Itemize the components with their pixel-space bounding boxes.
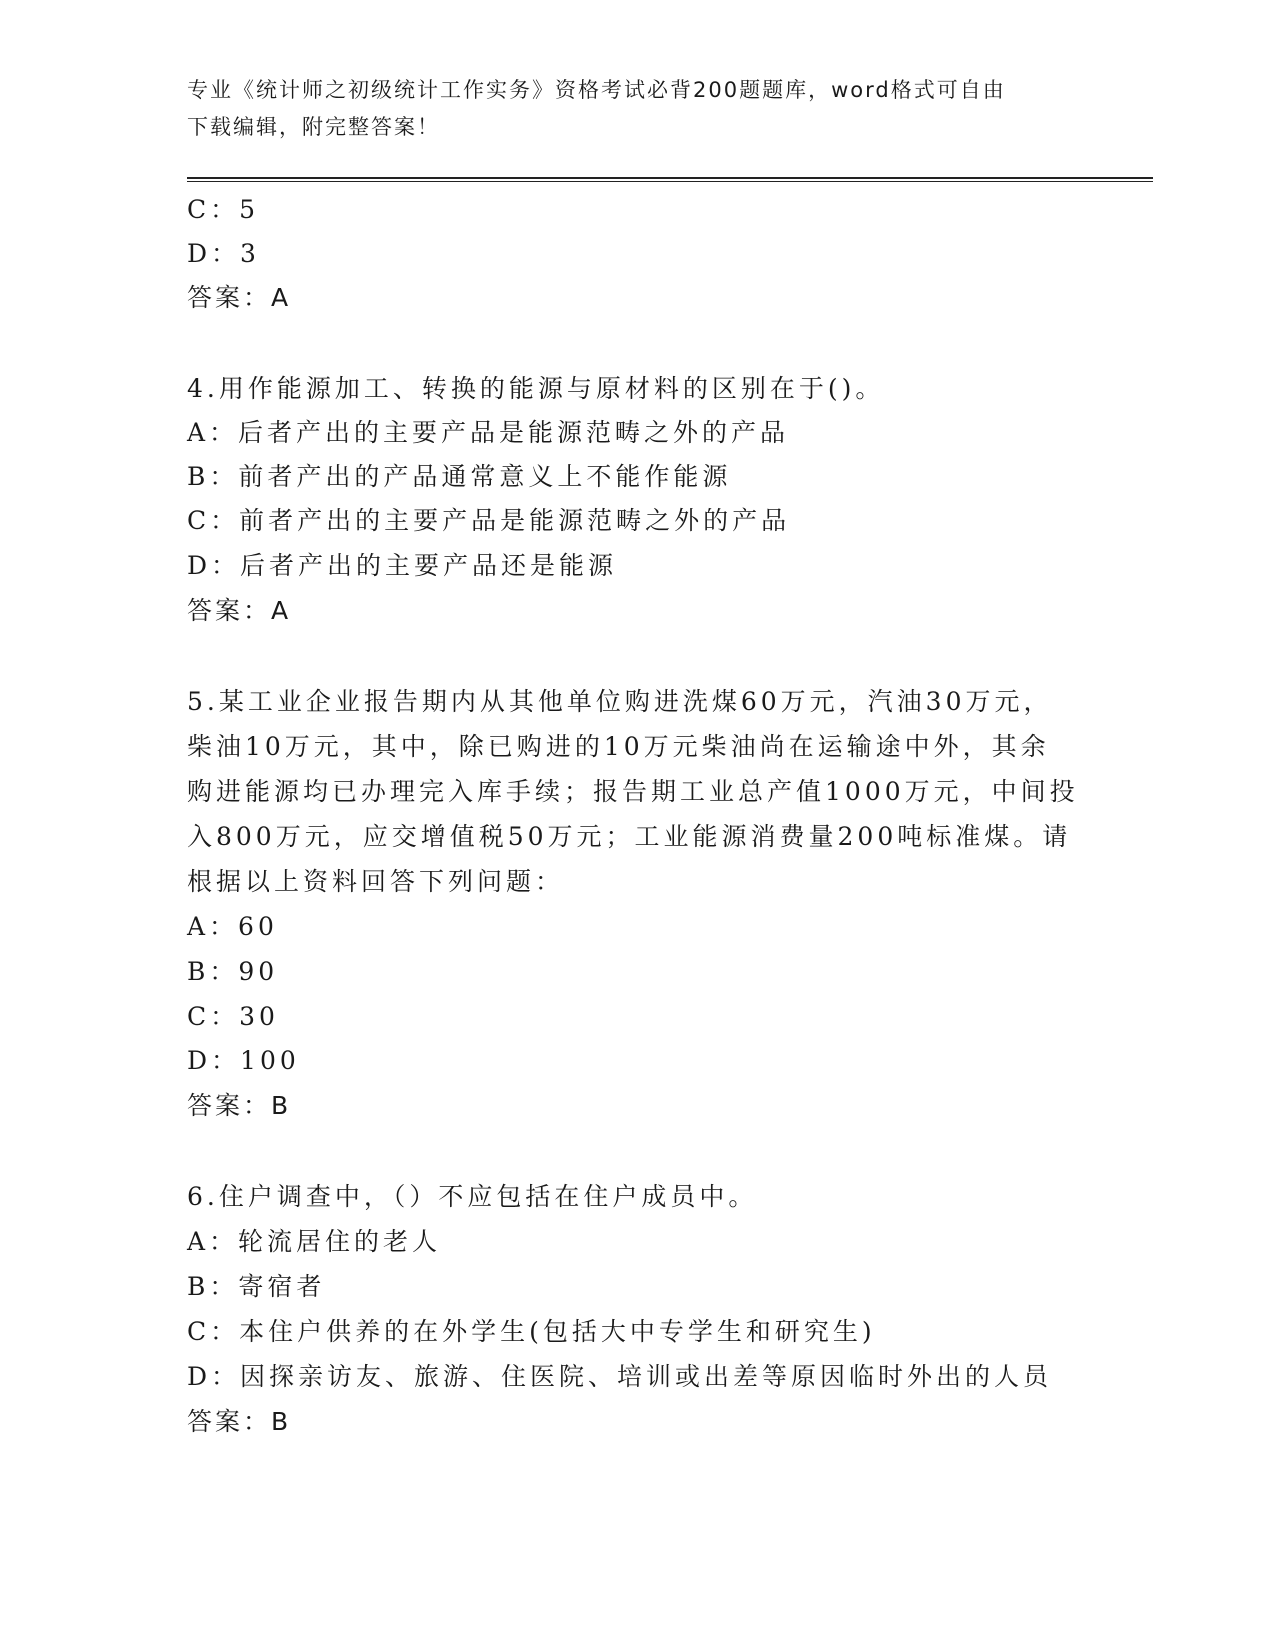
option-c: C：5 bbox=[187, 195, 260, 224]
document-header bbox=[187, 72, 1087, 146]
question-5: 5.某工业企业报告期内从其他单位购进洗煤60万元，汽油30万元， bbox=[187, 687, 1053, 716]
answer: 答案：B bbox=[187, 1091, 292, 1120]
option-d: D：因探亲访友、旅游、住医院、培训或出差等原因临时外出的人员 bbox=[187, 1362, 1053, 1391]
question-5: 入800万元，应交增值税50万元；工业能源消费量200吨标准煤。请 bbox=[187, 822, 1072, 851]
option-c: C：前者产出的主要产品是能源范畴之外的产品 bbox=[187, 506, 791, 535]
answer: 答案：B bbox=[187, 1407, 292, 1436]
answer: 答案：A bbox=[187, 596, 292, 625]
question-5: 购进能源均已办理完入库手续；报告期工业总产值1000万元，中间投 bbox=[187, 777, 1079, 806]
option-d: D：3 bbox=[187, 239, 260, 268]
header-title-line-1: 专业《统计师之初级统计工作实务》资格考试必背200题题库，word格式可自由 bbox=[187, 78, 1006, 102]
option-b: B：90 bbox=[187, 957, 279, 986]
question-5: 根据以上资料回答下列问题： bbox=[187, 867, 565, 896]
answer: 答案：A bbox=[187, 283, 292, 312]
question-5: 柴油10万元，其中，除已购进的10万元柴油尚在运输途中外，其余 bbox=[187, 732, 1050, 761]
option-d: D：100 bbox=[187, 1046, 300, 1075]
option-b: B：寄宿者 bbox=[187, 1272, 326, 1301]
option-a: A：60 bbox=[187, 912, 278, 941]
option-c: C：30 bbox=[187, 1002, 279, 1031]
option-c: C：本住户供养的在外学生(包括大中专学生和研究生) bbox=[187, 1317, 876, 1346]
option-d: D：后者产出的主要产品还是能源 bbox=[187, 551, 618, 580]
option-a: A：后者产出的主要产品是能源范畴之外的产品 bbox=[187, 418, 790, 447]
option-a: A：轮流居住的老人 bbox=[187, 1227, 442, 1256]
header-title-line-2: 下载编辑，附完整答案！ bbox=[187, 115, 440, 139]
header-divider bbox=[187, 177, 1153, 182]
option-b: B：前者产出的产品通常意义上不能作能源 bbox=[187, 462, 732, 491]
question-6: 6.住户调查中，（）不应包括在住户成员中。 bbox=[187, 1182, 758, 1211]
question-4: 4.用作能源加工、转换的能源与原材料的区别在于()。 bbox=[187, 374, 885, 403]
